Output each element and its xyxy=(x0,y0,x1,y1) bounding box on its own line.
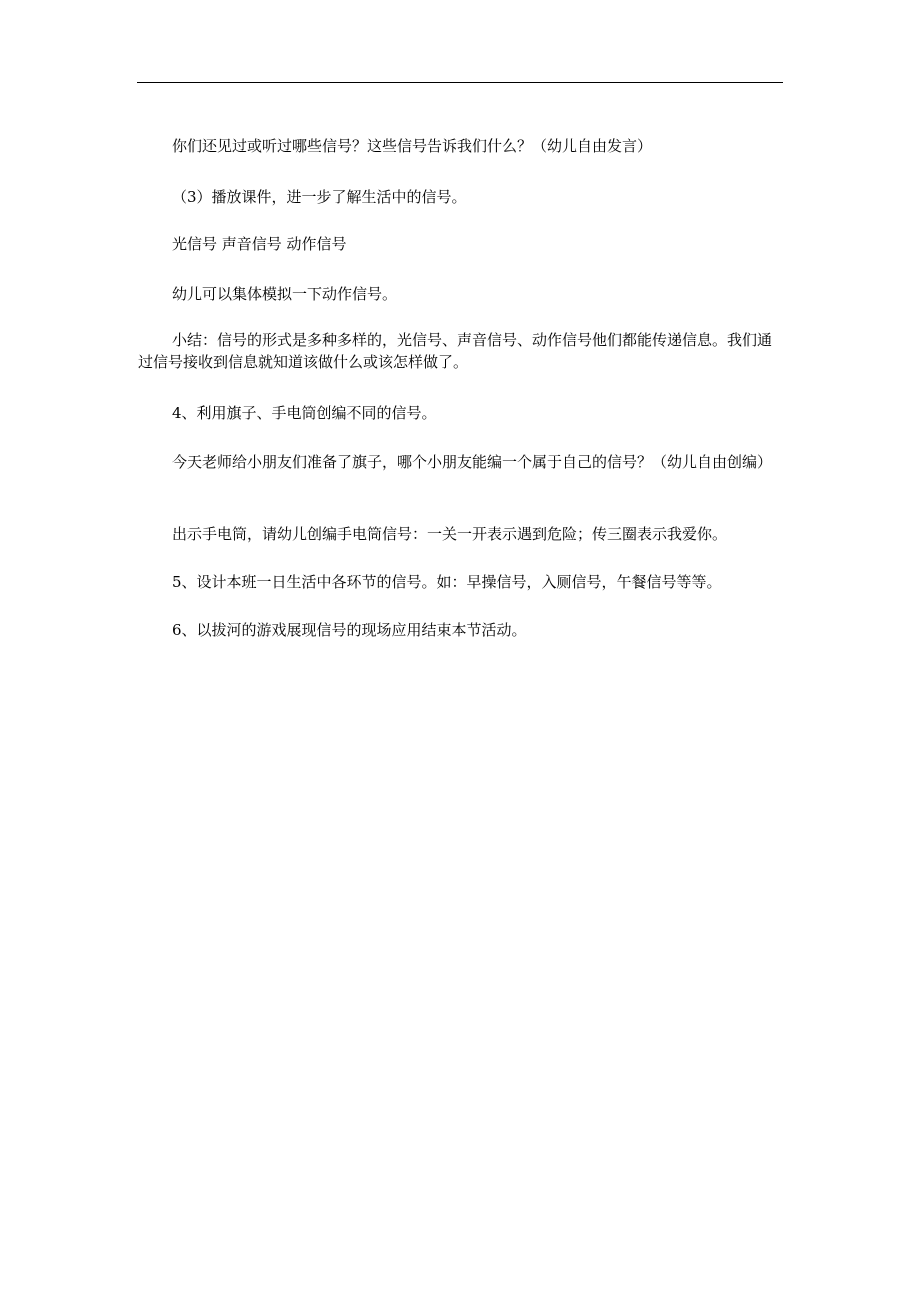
paragraph-step-6: 6、以拔河的游戏展现信号的现场应用结束本节活动。 xyxy=(172,621,527,639)
paragraph-signal-types: 光信号 声音信号 动作信号 xyxy=(172,235,347,253)
paragraph-step-4: 4、利用旗子、手电筒创编不同的信号。 xyxy=(172,404,437,422)
paragraph-flags: 今天老师给小朋友们准备了旗子，哪个小朋友能编一个属于自己的信号？（幼儿自由创编） xyxy=(172,453,773,471)
paragraph-imitate: 幼儿可以集体模拟一下动作信号。 xyxy=(172,285,398,303)
paragraph-question: 你们还见过或听过哪些信号？这些信号告诉我们什么？（幼儿自由发言） xyxy=(172,137,653,155)
paragraph-flashlight: 出示手电筒，请幼儿创编手电筒信号：一关一开表示遇到危险；传三圈表示我爱你。 xyxy=(172,525,728,543)
paragraph-step-3: （3）播放课件，进一步了解生活中的信号。 xyxy=(172,188,467,206)
paragraph-summary: 小结：信号的形式是多种多样的，光信号、声音信号、动作信号他们都能传递信息。我们通过信号接收到信息就知道该做什么或该怎样做了。 xyxy=(138,331,773,371)
paragraph-step-5: 5、设计本班一日生活中各环节的信号。如：早操信号，入厕信号，午餐信号等等。 xyxy=(172,573,722,591)
header-rule xyxy=(137,82,783,83)
